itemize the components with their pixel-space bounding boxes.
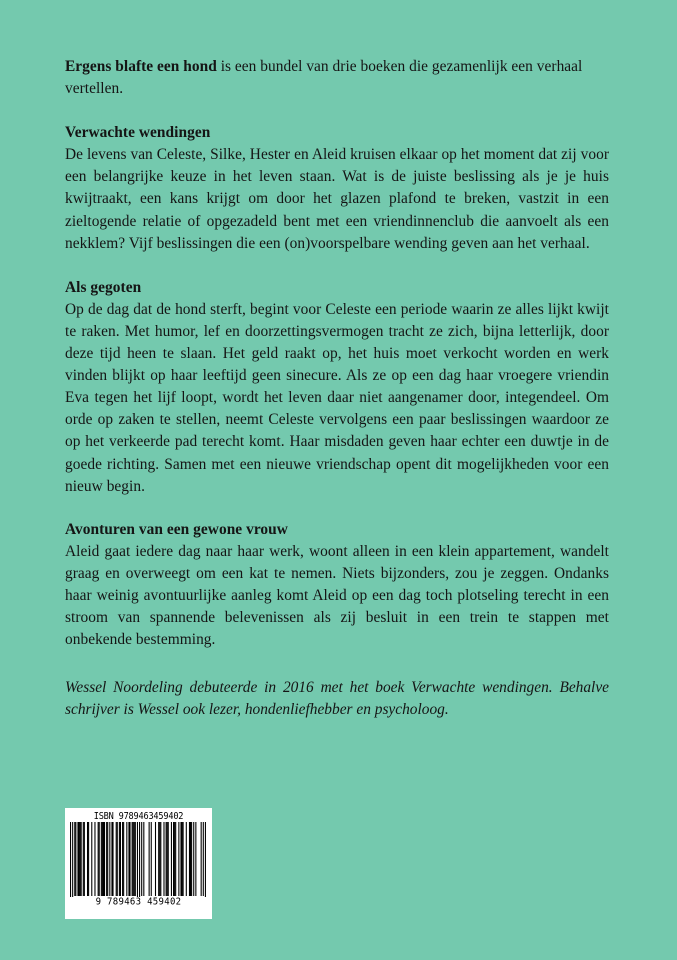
book-title: Ergens blafte een hond bbox=[65, 58, 217, 75]
author-bio-block bbox=[65, 677, 609, 721]
section-heading: Avonturen van een gewone vrouw bbox=[65, 520, 288, 538]
intro-paragraph bbox=[65, 56, 609, 100]
section-body: De levens van Celeste, Silke, Hester en Aleid kruisen elkaar op het moment dat zij voor een belangrijke keuze in het leven staan. Wat is de juiste beslissing als je je huis kwijtraakt, een kans krijgt om door het glazen plafond te breken, vastzit in een zieltogende relatie of opgezadeld bent met een vriendinnenclub die aanvoelt als een nekklem? Vijf beslissingen die een (on)voorspelbare wending geven aan het verhaal. bbox=[65, 146, 609, 252]
intro-paragraph-text: is een bundel van drie boeken die gezamenlijk een verhaal vertellen. bbox=[65, 58, 583, 98]
section-body: Op de dag dat de hond sterft, begint voor Celeste een periode waarin ze alles lijkt kwijt te raken. Met humor, lef en doorzettingsvermogen tracht ze zich, bijna letterlijk, door deze tijd heen te slaan. Het geld raakt op, het huis moet verkocht worden en werk vinden blijkt op haar leeftijd geen sinecure. Als ze op een dag haar vroegere vriendin Eva tegen het lijf loopt, wordt het leven daar niet aangenamer door, integendeel. Om orde op zaken te stellen, neemt Celeste vervolgens een paar beslissingen waardoor ze op het verkeerde pad terecht komt. Haar misdaden geven haar echter een duwtje in de goede richting. Samen met een nieuwe vriendschap opent dit mogelijkheden voor een nieuw begin. bbox=[65, 300, 609, 495]
blurb-text-block bbox=[65, 56, 609, 721]
section-avonturen-van-een-gewone-vrouw bbox=[65, 519, 609, 652]
section-heading: Als gegoten bbox=[65, 278, 142, 296]
barcode-digit-string: 9 789463 459402 bbox=[95, 897, 182, 908]
section-body: Aleid gaat iedere dag naar haar werk, woont alleen in een klein appartement, wandelt graag en overweegt om een kat te nemen. Niets bijzonders, zou je zeggen. Ondanks haar weinig avontuurlijke aanleg komt Aleid op een dag toch plotseling terecht in een stroom van spannende belevenissen als zij besluit in een trein te stappen met onbekende bestemming. bbox=[65, 542, 609, 649]
section-verwachte-wendingen bbox=[65, 122, 609, 255]
isbn-barcode bbox=[65, 808, 212, 919]
barcode-isbn-label: ISBN 9789463459402 bbox=[93, 811, 184, 823]
barcode-bars bbox=[70, 822, 207, 897]
section-heading: Verwachte wendingen bbox=[65, 124, 211, 142]
section-als-gegoten bbox=[65, 277, 609, 498]
author-bio: Wessel Noordeling debuteerde in 2016 met het boek Verwachte wendingen. Behalve schrijver is Wessel ook lezer, hondenliefhebber en psycholoog. bbox=[65, 679, 609, 719]
